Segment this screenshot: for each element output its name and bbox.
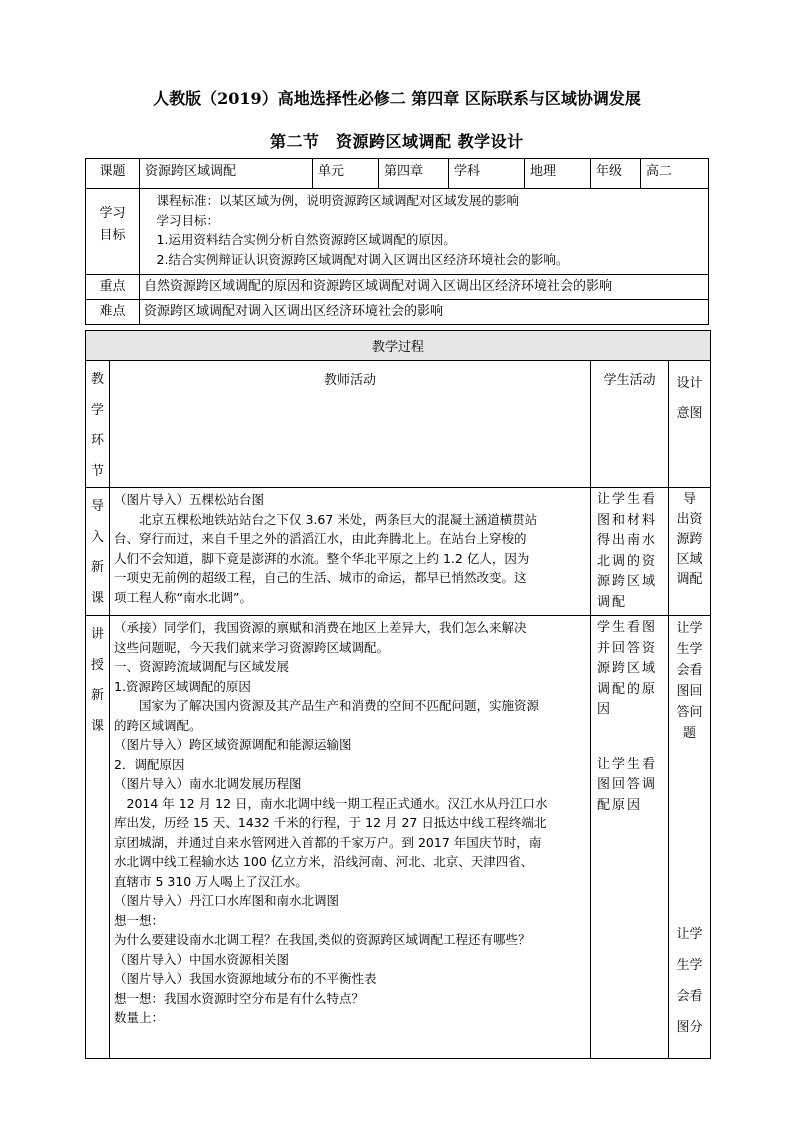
design-column-header: 设计 意图	[669, 361, 711, 488]
design-intent-lecture: 让学 生学 会看 图回 答问 题 让学 生学 会看 图分	[669, 616, 711, 1059]
student-activity-intro: 让学生看 图和材料 得出南水 北调的资 源跨区域 调配	[591, 488, 669, 616]
unit-value: 第四章	[379, 159, 449, 189]
goal-line: 课程标准：以某区域为例，说明资源跨区域调配对区域发展的影响	[144, 193, 520, 208]
grade-label: 年级	[591, 159, 641, 189]
student-column-header: 学生活动	[591, 361, 669, 488]
goal-line: 学习目标：	[144, 212, 220, 228]
learning-goals	[140, 189, 709, 275]
topic-value: 资源跨区域调配	[140, 159, 313, 189]
difficult-point-value: 资源跨区域调配对调入区调出区经济环境社会的影响	[140, 300, 709, 325]
stage-lecture: 讲 授 新 课	[86, 616, 110, 1059]
design-intent-intro: 导 出资 源跨 区域 调配	[669, 488, 711, 616]
unit-label: 单元	[313, 159, 379, 189]
teacher-activity-intro: （图片导入）五棵松站台图 北京五棵松地铁站站台之下仅 3.67 米处，两条巨大的混凝土涵道横贯站 台、穿行而过，来自千里之外的滔滔江水，由此奔腾北上。在站台上穿梭的 人们不会知道，脚下竟是澎湃的水流。整个华北平原之上约 1.2 亿人，因为 一项史无前例的超级工程，自己的生活、城市的命运，都早已悄然改变。这 项工程人称“南水北调”。	[110, 488, 591, 616]
document-title: 人教版（2019）高地选择性必修二 第四章 区际联系与区域协调发展	[153, 89, 641, 108]
goal-line: 2.结合实例辩证认识资源跨区域调配对调入区调出区经济环境社会的影响。	[144, 251, 569, 267]
key-point-label: 重点	[86, 275, 140, 300]
stage-intro: 导 入 新 课	[86, 488, 110, 616]
process-table	[85, 330, 711, 1059]
stage-column-header: 教 学 环 节	[86, 361, 110, 488]
subject-value: 地理	[525, 159, 591, 189]
difficult-point-label: 难点	[86, 300, 140, 325]
goals-label: 学习 目标	[86, 189, 140, 275]
subject-label: 学科	[449, 159, 525, 189]
key-point-value: 自然资源跨区域调配的原因和资源跨区域调配对调入区调出区经济环境社会的影响	[140, 275, 709, 300]
topic-label: 课题	[86, 159, 140, 189]
process-header: 教学过程	[86, 331, 711, 361]
teacher-activity-lecture: （承接）同学们，我国资源的禀赋和消费在地区上差异大，我们怎么来解决 这些问题呢，今天我们就来学习资源跨区域调配。 一、资源跨流域调配与区域发展 1.资源跨区域调配的原因 国家为了解决国内资源及其产品生产和消费的空间不匹配问题，实施资源 的跨区域调配。 （图片导入）跨区域资源调配和能源运输图 2．调配原因 （图片导入）南水北调发展历程图 2014 年 12 月 12 日，南水北调中线一期工程正式通水。汉江水从丹江口水 库出发，历经 15 天、1432 千米的行程，于 12 月 27 日抵达中线工程终端北 京团城湖，并通过自来水管网进入首都的千家万户。到 2017 年国庆节时，南 水北调中线工程输水达 100 亿立方米，沿线河南、河北、北京、天津四省、 直辖市 5 310 万人喝上了汉江水。 （图片导入）丹江口水库图和南水北调图 想一想： 为什么要建设南水北调工程？在我国,类似的资源跨区域调配工程还有哪些？ （图片导入）中国水资源相关图 （图片导入）我国水资源地域分布的不平衡性表 想一想：我国水资源时空分布是有什么特点？ 数量上：	[110, 616, 591, 1059]
teacher-column-header: 教师活动	[110, 361, 591, 488]
document-subtitle: 第二节 资源跨区域调配 教学设计	[270, 132, 524, 151]
student-activity-lecture: 学生看图 并回答资 源跨区域 调配的原 因 让学生看 图回答调 配原因	[591, 616, 669, 1059]
grade-value: 高二	[641, 159, 709, 189]
goal-line: 1.运用资料结合实例分析自然资源跨区域调配的原因。	[144, 232, 456, 247]
info-table	[85, 158, 709, 325]
